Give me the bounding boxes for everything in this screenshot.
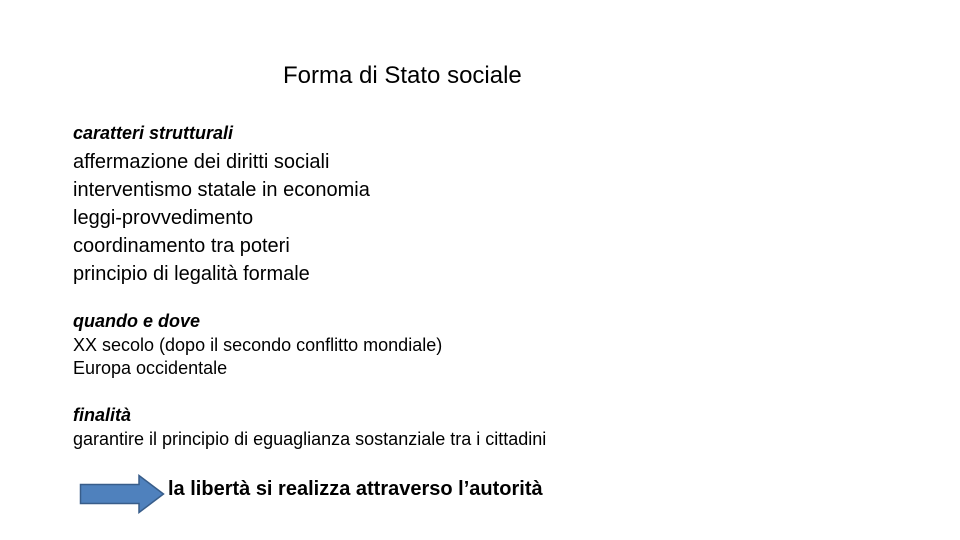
list-item: coordinamento tra poteri <box>73 235 290 257</box>
list-item: affermazione dei diritti sociali <box>73 151 330 173</box>
section-heading-finalita: finalità <box>73 405 132 425</box>
section-heading-quando-dove: quando e dove <box>73 311 201 331</box>
slide-title <box>283 62 522 90</box>
conclusion-text: la libertà si realizza attraverso l’autorità <box>168 478 543 500</box>
section-heading-caratteri: caratteri strutturali <box>73 123 234 143</box>
list-item: leggi-provvedimento <box>73 207 254 229</box>
list-item: garantire il principio di eguaglianza sostanziale tra i cittadini <box>73 429 547 449</box>
list-item: XX secolo (dopo il secondo conflitto mondiale) <box>73 335 443 355</box>
right-arrow-icon <box>79 474 165 514</box>
list-item: interventismo statale in economia <box>73 179 370 201</box>
slide-title-prefix: Forma di Stato <box>283 62 448 89</box>
list-item: Europa occidentale <box>73 358 228 378</box>
section-list-caratteri <box>73 148 370 288</box>
list-item: principio di legalità formale <box>73 263 310 285</box>
section-list-finalita <box>73 428 546 451</box>
section-list-quando-dove <box>73 334 442 380</box>
slide-title-emphasis: sociale <box>447 62 522 89</box>
